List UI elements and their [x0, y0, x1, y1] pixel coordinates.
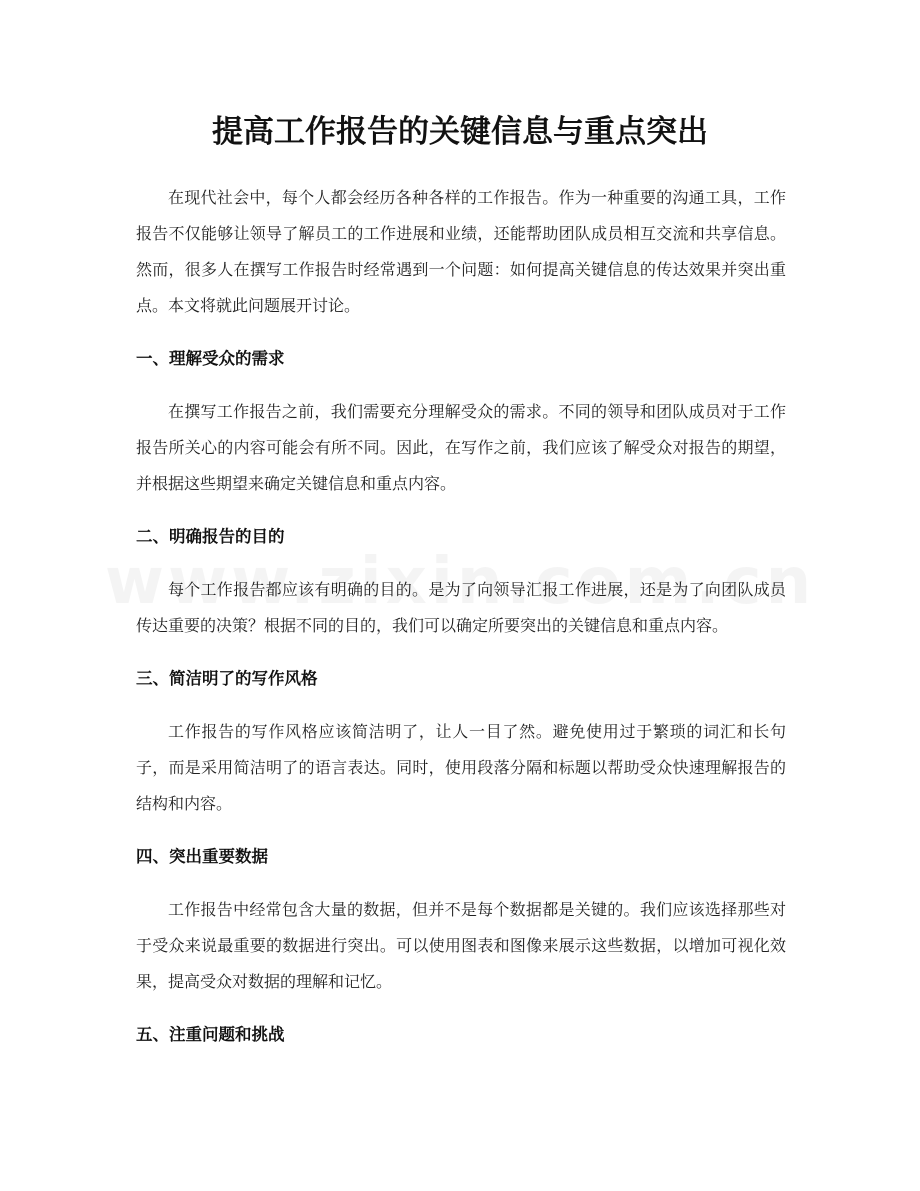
section-paragraph: 工作报告中经常包含大量的数据，但并不是每个数据都是关键的。我们应该选择那些对于受众来说最重要的数据进行突出。可以使用图表和图像来展示这些数据，以增加可视化效果，提高受众对数据的理解和记忆。	[136, 900, 786, 991]
section-4	[136, 839, 786, 1017]
section-heading: 二、明确报告的目的	[136, 527, 285, 546]
section-paragraph: 每个工作报告都应该有明确的目的。是为了向领导汇报工作进展，还是为了向团队成员传达重要的决策？根据不同的目的，我们可以确定所要突出的关键信息和重点内容。	[136, 580, 786, 635]
document-title: 提高工作报告的关键信息与重点突出	[212, 114, 708, 150]
section-heading: 一、理解受众的需求	[136, 349, 285, 368]
section-3	[136, 661, 786, 839]
section-heading: 五、注重问题和挑战	[136, 1025, 285, 1044]
section-paragraph: 工作报告的写作风格应该简洁明了，让人一目了然。避免使用过于繁琐的词汇和长句子，而是采用简洁明了的语言表达。同时，使用段落分隔和标题以帮助受众快速理解报告的结构和内容。	[136, 722, 786, 813]
section-5	[136, 1017, 786, 1053]
document-body	[136, 180, 786, 1053]
section-heading: 三、简洁明了的写作风格	[136, 669, 318, 688]
intro-paragraph: 在现代社会中，每个人都会经历各种各样的工作报告。作为一种重要的沟通工具，工作报告不仅能够让领导了解员工的工作进展和业绩，还能帮助团队成员相互交流和共享信息。然而，很多人在撰写工作报告时经常遇到一个问题：如何提高关键信息的传达效果并突出重点。本文将就此问题展开讨论。	[136, 188, 786, 315]
section-2	[136, 519, 786, 661]
section-1	[136, 341, 786, 519]
section-heading: 四、突出重要数据	[136, 847, 268, 866]
section-paragraph: 在撰写工作报告之前，我们需要充分理解受众的需求。不同的领导和团队成员对于工作报告所关心的内容可能会有所不同。因此，在写作之前，我们应该了解受众对报告的期望，并根据这些期望来确定关键信息和重点内容。	[136, 402, 786, 493]
